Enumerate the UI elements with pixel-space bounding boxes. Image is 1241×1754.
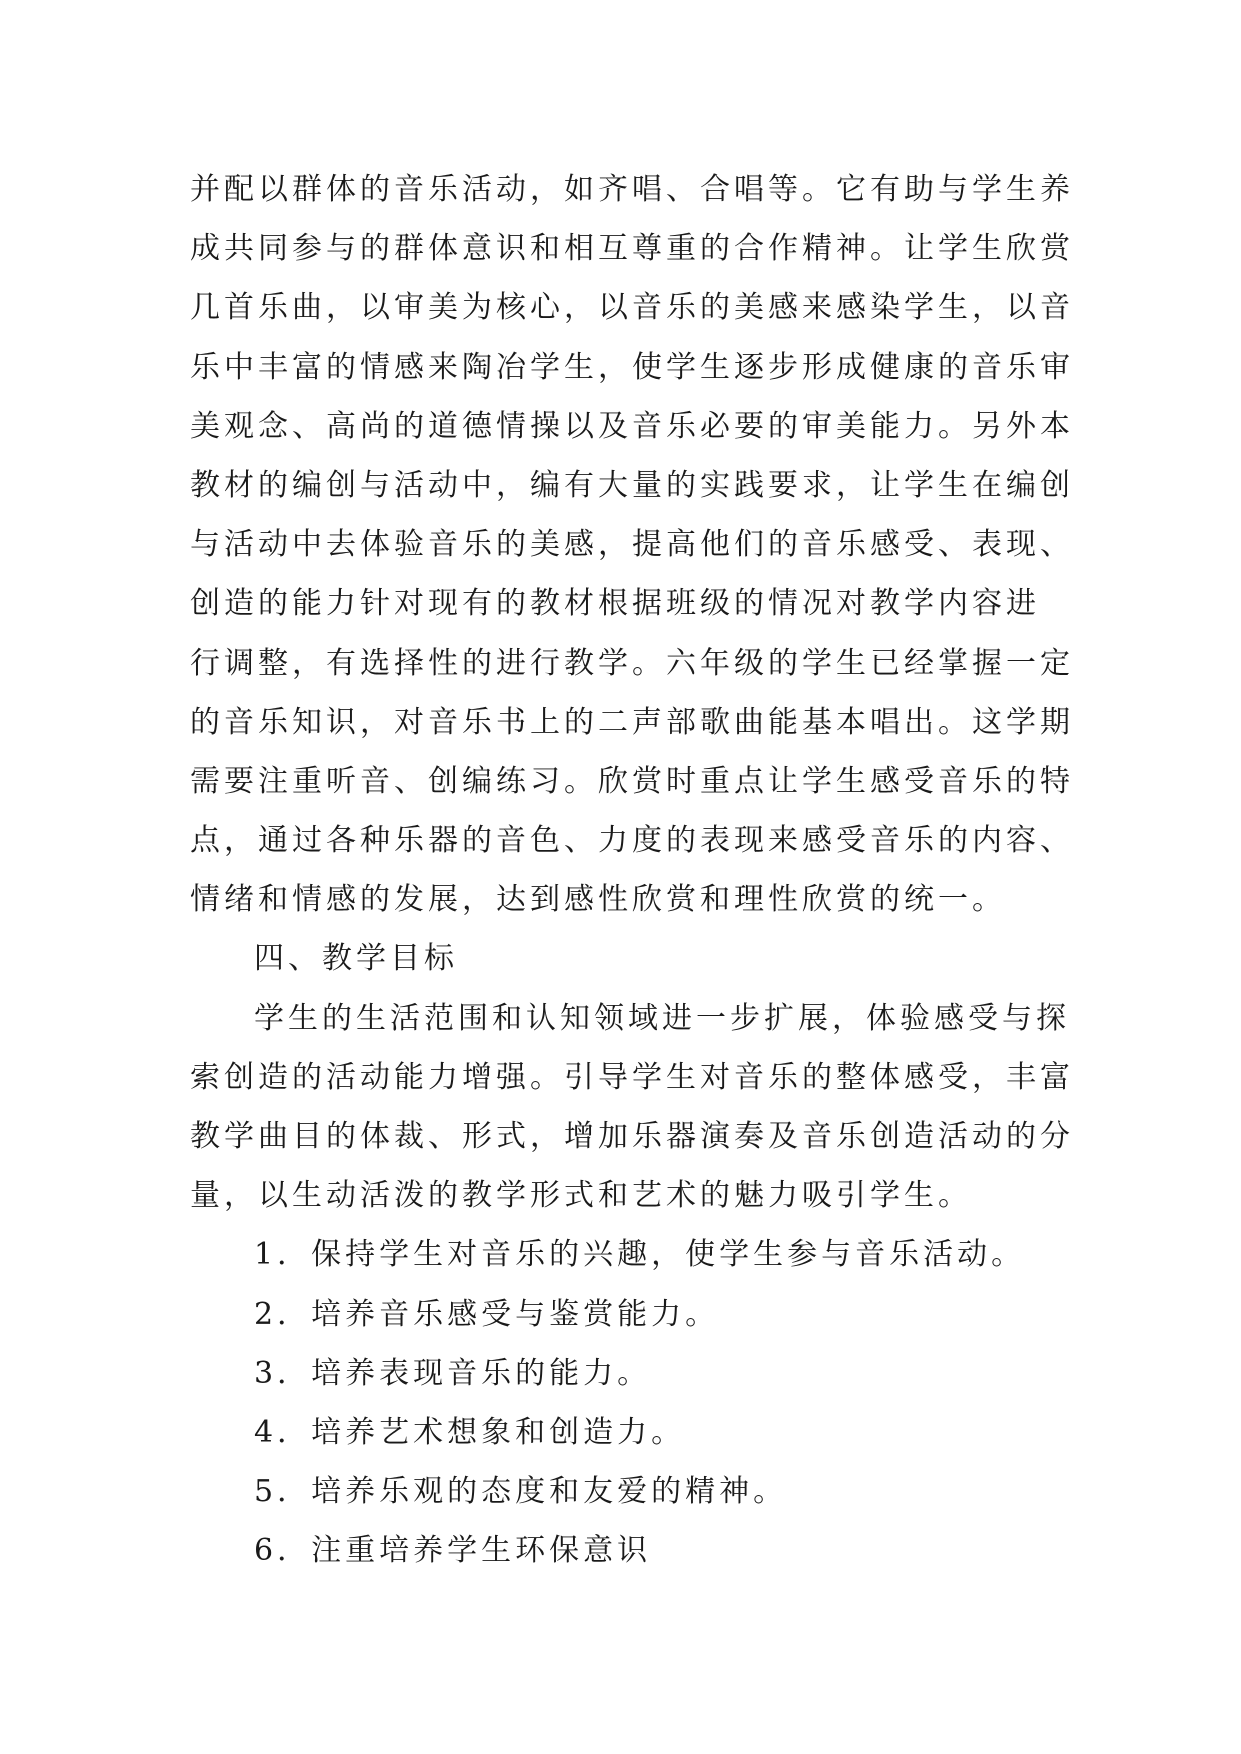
paragraph-line: 乐中丰富的情感来陶冶学生，使学生逐步形成健康的音乐审 [190,349,1074,385]
section-heading: 四、教学目标 [254,941,458,977]
paragraph-line: 与活动中去体验音乐的美感，提高他们的音乐感受、表现、 [190,527,1074,563]
paragraph-line: 的音乐知识，对音乐书上的二声部歌曲能基本唱出。这学期 [190,704,1074,740]
paragraph-line: 行调整，有选择性的进行教学。六年级的学生已经掌握一定 [190,645,1074,681]
paragraph-line: 美观念、高尚的道德情操以及音乐必要的审美能力。另外本 [190,408,1074,444]
document-body [190,160,1074,1581]
paragraph-line: 教学曲目的体裁、形式，增加乐器演奏及音乐创造活动的分 [190,1119,1074,1154]
goal-item: 6．注重培养学生环保意识 [254,1533,652,1569]
goal-item: 1．保持学生对音乐的兴趣，使学生参与音乐活动。 [254,1237,1026,1273]
paragraph-line: 教材的编创与活动中，编有大量的实践要求，让学生在编创 [190,467,1074,503]
paragraph-line: 量，以生动活泼的教学形式和艺术的魅力吸引学生。 [190,1178,972,1214]
goal-item: 5．培养乐观的态度和友爱的精神。 [254,1474,788,1510]
goal-item: 2．培养音乐感受与鉴赏能力。 [254,1296,720,1332]
paragraph-line: 索创造的活动能力增强。引导学生对音乐的整体感受，丰富 [190,1059,1074,1095]
paragraph-line: 情绪和情感的发展，达到感性欣赏和理性欣赏的统一。 [190,882,1006,918]
goal-item: 3．培养表现音乐的能力。 [254,1355,652,1391]
paragraph-line: 学生的生活范围和认知领域进一步扩展，体验感受与探 [254,1000,1070,1036]
paragraph-line: 几首乐曲，以审美为核心，以音乐的美感来感染学生，以音 [190,290,1074,326]
paragraph-line: 点，通过各种乐器的音色、力度的表现来感受音乐的内容、 [190,823,1074,859]
paragraph-line: 需要注重听音、创编练习。欣赏时重点让学生感受音乐的特 [190,763,1074,799]
paragraph-line: 创造的能力针对现有的教材根据班级的情况对教学内容进 [190,586,1040,622]
goal-item: 4．培养艺术想象和创造力。 [254,1414,686,1450]
paragraph-line: 成共同参与的群体意识和相互尊重的合作精神。让学生欣赏 [190,231,1074,267]
paragraph-line: 并配以群体的音乐活动，如齐唱、合唱等。它有助与学生养 [190,172,1074,207]
